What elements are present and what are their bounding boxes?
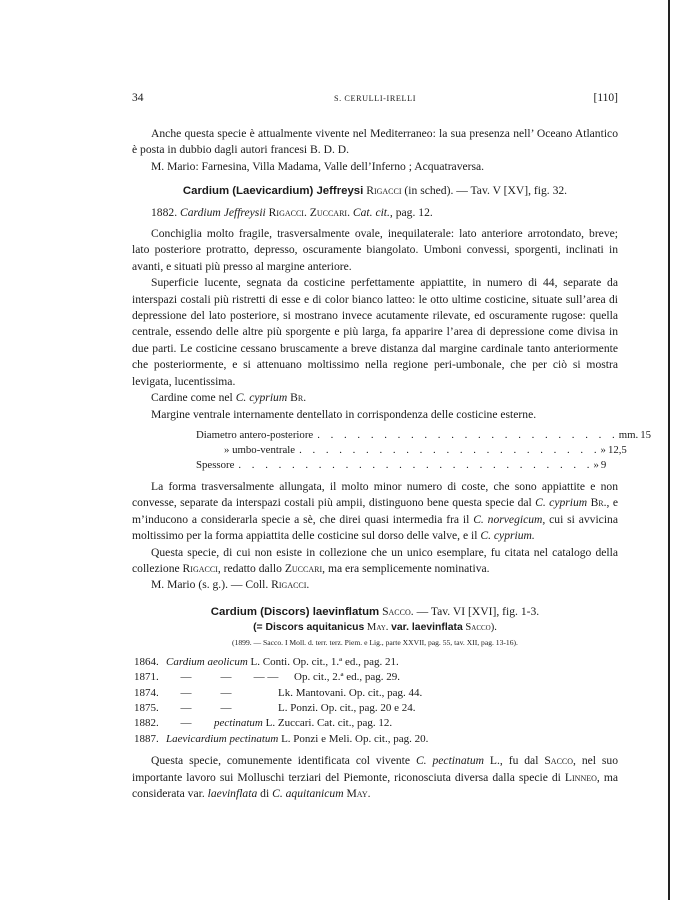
running-title: S. CERULLI-IRELLI bbox=[333, 94, 417, 103]
species2-name: Cardium (Discors) laevinflatum bbox=[210, 605, 380, 618]
synonymy-row: 1875. — — L. Ponzi. Op. cit., pag. 20 e 24. bbox=[134, 701, 416, 714]
species2-subheading: (= Discors aquitanicus May. var. laevinflata Sacco). bbox=[253, 621, 497, 633]
page-reference: [110] bbox=[593, 92, 618, 104]
species1-synonymy: 1882. Cardium Jeffreysii Rigacci. Zuccari. Cat. cit., pag. 12. bbox=[151, 205, 433, 219]
species1-locality: M. Mario (s. g.). — Coll. Rigacci. bbox=[151, 578, 310, 592]
synonymy-row: 1874. — — Lk. Mantovani. Op. cit., pag. 44. bbox=[134, 686, 423, 699]
species2-author: Sacco. bbox=[382, 604, 414, 618]
measurements-table bbox=[196, 428, 651, 473]
page-header bbox=[132, 90, 618, 106]
species1-author: Rigacci bbox=[366, 184, 402, 198]
synonymy-row: 1871. — — — — Op. cit., 2.ª ed., pag. 29. bbox=[134, 671, 400, 684]
species1-plate: (in sched). — Tav. V [XV], fig. 32. bbox=[404, 184, 568, 198]
page-edge-line bbox=[668, 0, 670, 900]
synonymy-row: 1882. — pectinatum L. Zuccari. Cat. cit., pag. 12. bbox=[134, 717, 393, 730]
intro-paragraph: Anche questa specie è attualmente vivente nel Mediterraneo: la sua presenza nell’ Oceano Atlantico è posta in dubbio dagli autori francesi B. D. D. bbox=[132, 127, 618, 157]
discussion-paragraph: Questa specie, di cui non esiste in collezione che un unico esemplare, fu citata nel catalogo della collezione Rigacci, redatto dallo Zuccari, ma era semplicemente nominativa. bbox=[132, 545, 618, 575]
measurement-row: Spessore . . . . . . . . . . . . . . . . . . . . . . . . . . . » 9 bbox=[196, 458, 607, 471]
final-paragraph: Questa specie, comunemente identificata col vivente C. pectinatum L., fu dal Sacco, nel suo importante lavoro sui Molluschi terziari del Piemonte, riconosciuta diversa dalla specie di Linneo, ma considerata var. laevinflata di C. aquitanicum May. bbox=[132, 754, 619, 800]
measurement-row: Diametro antero-posteriore . . . . . . . . . . . . . . . . . . . . . . . mm. 15 bbox=[196, 428, 651, 441]
intro-locality: M. Mario: Farnesina, Villa Madama, Valle dell’Inferno ; Acquatraversa. bbox=[151, 159, 485, 173]
species1-name: Cardium (Laevicardium) Jeffreysi bbox=[182, 185, 364, 198]
page-body bbox=[132, 126, 651, 802]
description-paragraph: Superficie lucente, segnata da costicine perfettamente appiattite, in numero di 44, separate da interspazi costali più ristretti di esse e di color bianco latteo: le otto ultime costicine, situate sull’area di depressione del lato posteriore, si mostrano invece acutamente rilevate, ed oscuramente rugose: quella centrale, essendo delle altre più sporgente e più larga, fa apparire l’area di depressione come divisa in due parti. Le costicine cessano bruscamente a breve distanza dal margine cardinale tanto anteriormente che posteriormente, e si attenuano moltissimo nella regione peri-umbonale, che per ciò si mostra levigata, lucentissima. bbox=[132, 276, 618, 388]
page-number: 34 bbox=[132, 92, 144, 104]
cardine-line: Cardine come nel C. cyprium Br. bbox=[151, 391, 307, 405]
discussion-paragraph: La forma trasversalmente allungata, il molto minor numero di coste, che sono appiattite e non convesse, separate da interspazi costali più ampii, distinguono bene questa specie dal C. cyprium Br., e m’inducono a considerarla specie a sè, che direi quasi intermedia fra il C. norvegicum, cui si avvicina moltissimo per la forma appiattita delle costicine sul dorso delle valve, e il C. cyprium. bbox=[132, 479, 618, 543]
species2-synonymy bbox=[132, 655, 618, 747]
species1-heading bbox=[132, 183, 618, 199]
synonymy-row: 1887. Laevicardium pectinatum L. Ponzi e Meli. Op. cit., pag. 20. bbox=[134, 732, 429, 745]
species2-reference: (1899. — Sacco. I Moll. d. terr. terz. Piem. e Lig., parte XXVII, pag. 55, tav. XII, pag. 13-16). bbox=[232, 637, 518, 647]
description-paragraph: Conchiglia molto fragile, trasversalmente ovale, inequilaterale: lato anteriore arrotondato, breve; lato posteriore protratto, depresso, oscuramente biangolato. Umboni convessi, sporgenti, inclinati in avanti, e situati più presso al margine anteriore. bbox=[132, 227, 618, 273]
synonymy-row: 1864. Cardium aeolicum L. Conti. Op. cit., 1.ª ed., pag. 21. bbox=[134, 655, 399, 668]
measurement-row: » umbo-ventrale . . . . . . . . . . . . . . . . . . . . . . . » 12,5 bbox=[224, 443, 627, 456]
species2-plate: — Tav. VI [XVI], fig. 1-3. bbox=[416, 604, 540, 618]
margine-line: Margine ventrale internamente dentellato in corrispondenza delle costicine esterne. bbox=[151, 407, 537, 421]
species2-heading bbox=[132, 604, 618, 620]
